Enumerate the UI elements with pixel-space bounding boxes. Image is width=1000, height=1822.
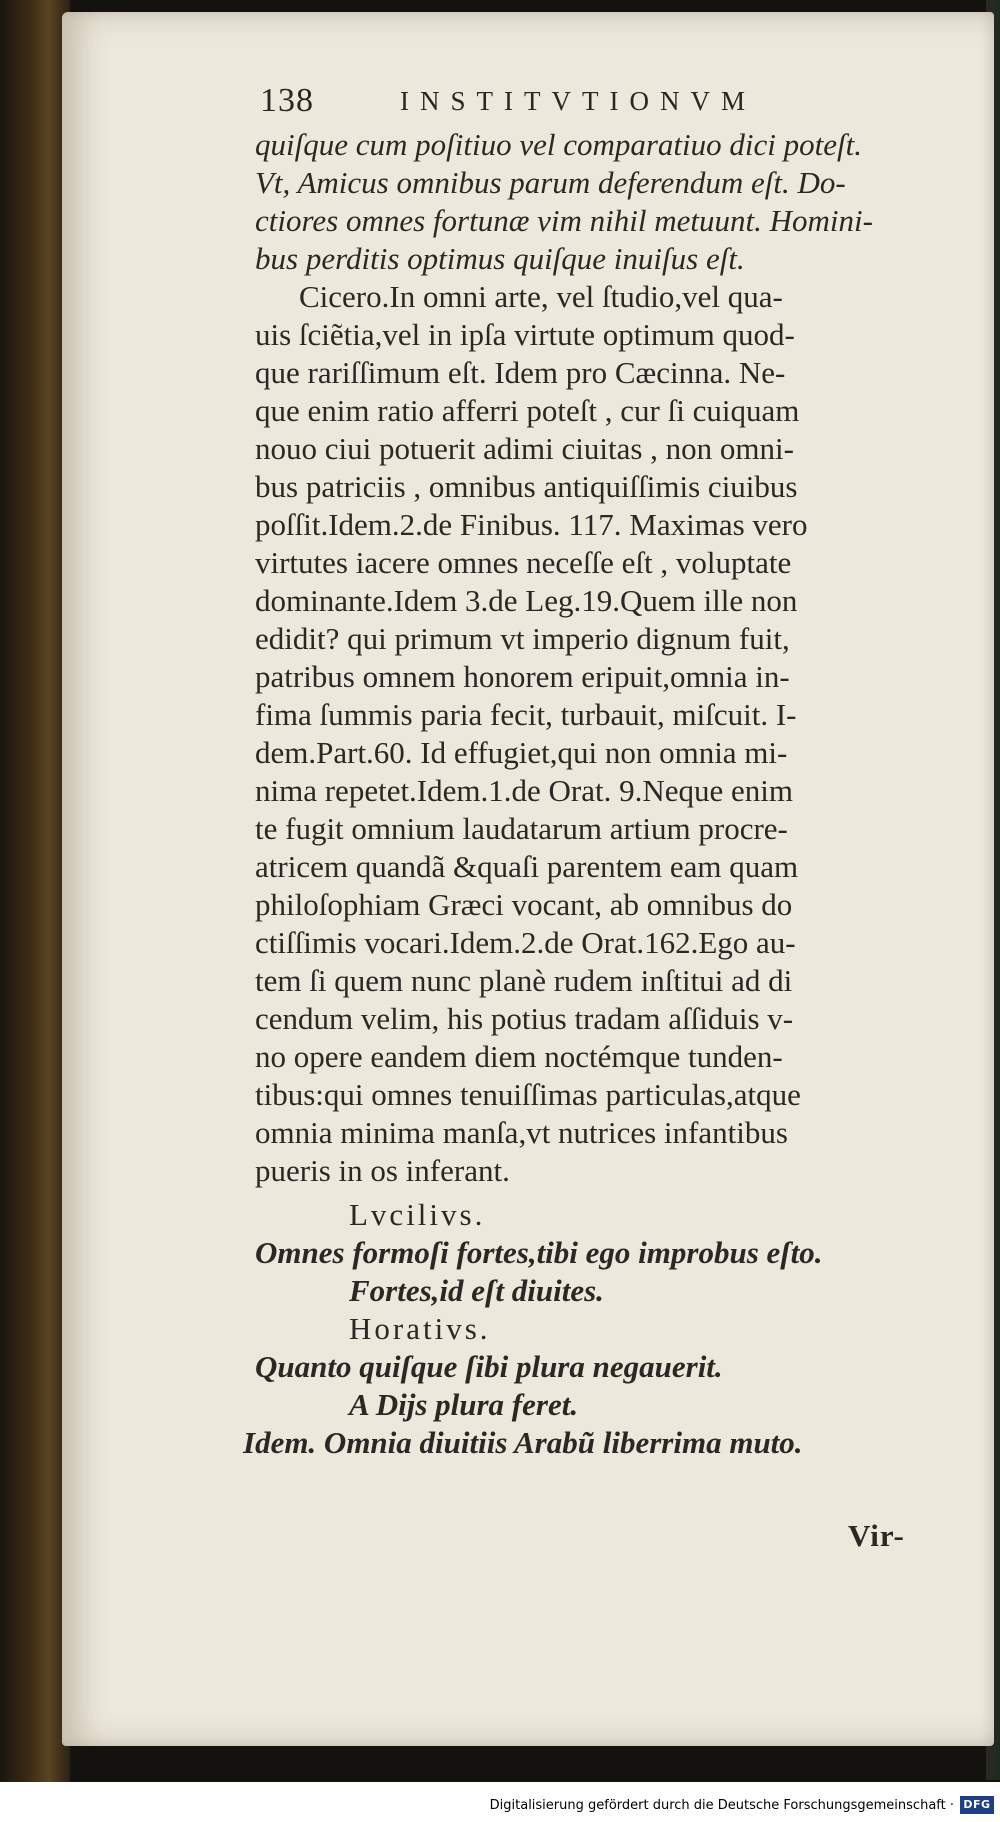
text-line: fima ſummis paria fecit, turbauit, miſcuit. I- [255, 697, 797, 732]
book-binding [0, 0, 70, 1822]
text-line: cendum velim, his potius tradam aſſiduis v- [255, 1001, 794, 1036]
poet-heading: Horativs. [349, 1311, 491, 1346]
text-line: no opere eandem diem noctémque tunden- [255, 1039, 783, 1074]
text-line: omnia minima manſa,vt nutrices infantibus [255, 1115, 788, 1150]
verse-line: Fortes,id eſt diuites. [349, 1273, 604, 1308]
text-line: que rariſſimum eſt. Idem pro Cæcinna. Ne- [255, 355, 786, 390]
text-line: virtutes iacere omnes neceſſe eſt , voluptate [255, 545, 792, 580]
text-line: dominante.Idem 3.de Leg.19.Quem ille non [255, 583, 798, 618]
text-line: uis ſciẽtia,vel in ipſa virtute optimum quod- [255, 317, 795, 352]
text-line: patribus omnem honorem eripuit,omnia in- [255, 659, 790, 694]
text-line: bus perditis optimus quiſque inuiſus eſt. [255, 241, 745, 276]
text-line: ctiſſimis vocari.Idem.2.de Orat.162.Ego au- [255, 925, 796, 960]
text-line: que enim ratio afferri poteſt , cur ſi cuiquam [255, 393, 800, 428]
dfg-logo: DFG [960, 1796, 994, 1814]
text-line: quiſque cum poſitiuo vel comparatiuo dici poteſt. [255, 127, 862, 162]
text-line: pueris in os inferant. [255, 1153, 510, 1188]
text-line: ctiores omnes fortunæ vim nihil metuunt. Homini- [255, 203, 873, 238]
catchword: Vir- [848, 1518, 905, 1553]
text-line: dem.Part.60. Id effugiet,qui non omnia mi- [255, 735, 788, 770]
running-head: INSTITVTIONVM [400, 86, 756, 116]
poet-heading: Lvcilivs. [349, 1197, 486, 1232]
text-line: bus patriciis , omnibus antiquiſſimis ciuibus [255, 469, 798, 504]
verse-line: Quanto quiſque ſibi plura negauerit. [255, 1349, 723, 1384]
page-header [260, 82, 880, 122]
verse-line: Idem. Omnia diuitiis Arabũ liberrima muto. [243, 1425, 803, 1460]
text-line: Cicero.In omni arte, vel ſtudio,vel qua- [299, 279, 783, 314]
text-line: nima repetet.Idem.1.de Orat. 9.Neque enim [255, 773, 793, 808]
text-line: edidit? qui primum vt imperio dignum fuit, [255, 621, 790, 656]
text-line: tibus:qui omnes tenuiſſimas particulas,atque [255, 1077, 801, 1112]
text-line: nouo ciui potuerit adimi ciuitas , non omni- [255, 431, 794, 466]
text-line: tem ſi quem nunc planè rudem inſtitui ad di [255, 963, 793, 998]
footer-credit: Digitalisierung gefördert durch die Deutsche Forschungsgemeinschaft · [489, 1798, 954, 1813]
page-number: 138 [260, 82, 314, 119]
text-line: Vt, Amicus omnibus parum deferendum eſt. Do- [255, 165, 846, 200]
text-line: poſſit.Idem.2.de Finibus. 117. Maximas vero [255, 507, 808, 542]
footer-bar [0, 1782, 1000, 1822]
text-line: philoſophiam Græci vocant, ab omnibus do [255, 887, 793, 922]
verse-line: A Dijs plura feret. [349, 1387, 579, 1422]
verse-line: Omnes formoſi fortes,tibi ego improbus eſto. [255, 1235, 823, 1270]
text-line: atricem quandã &quaſi parentem eam quam [255, 849, 799, 884]
text-line: te fugit omnium laudatarum artium procre- [255, 811, 788, 846]
